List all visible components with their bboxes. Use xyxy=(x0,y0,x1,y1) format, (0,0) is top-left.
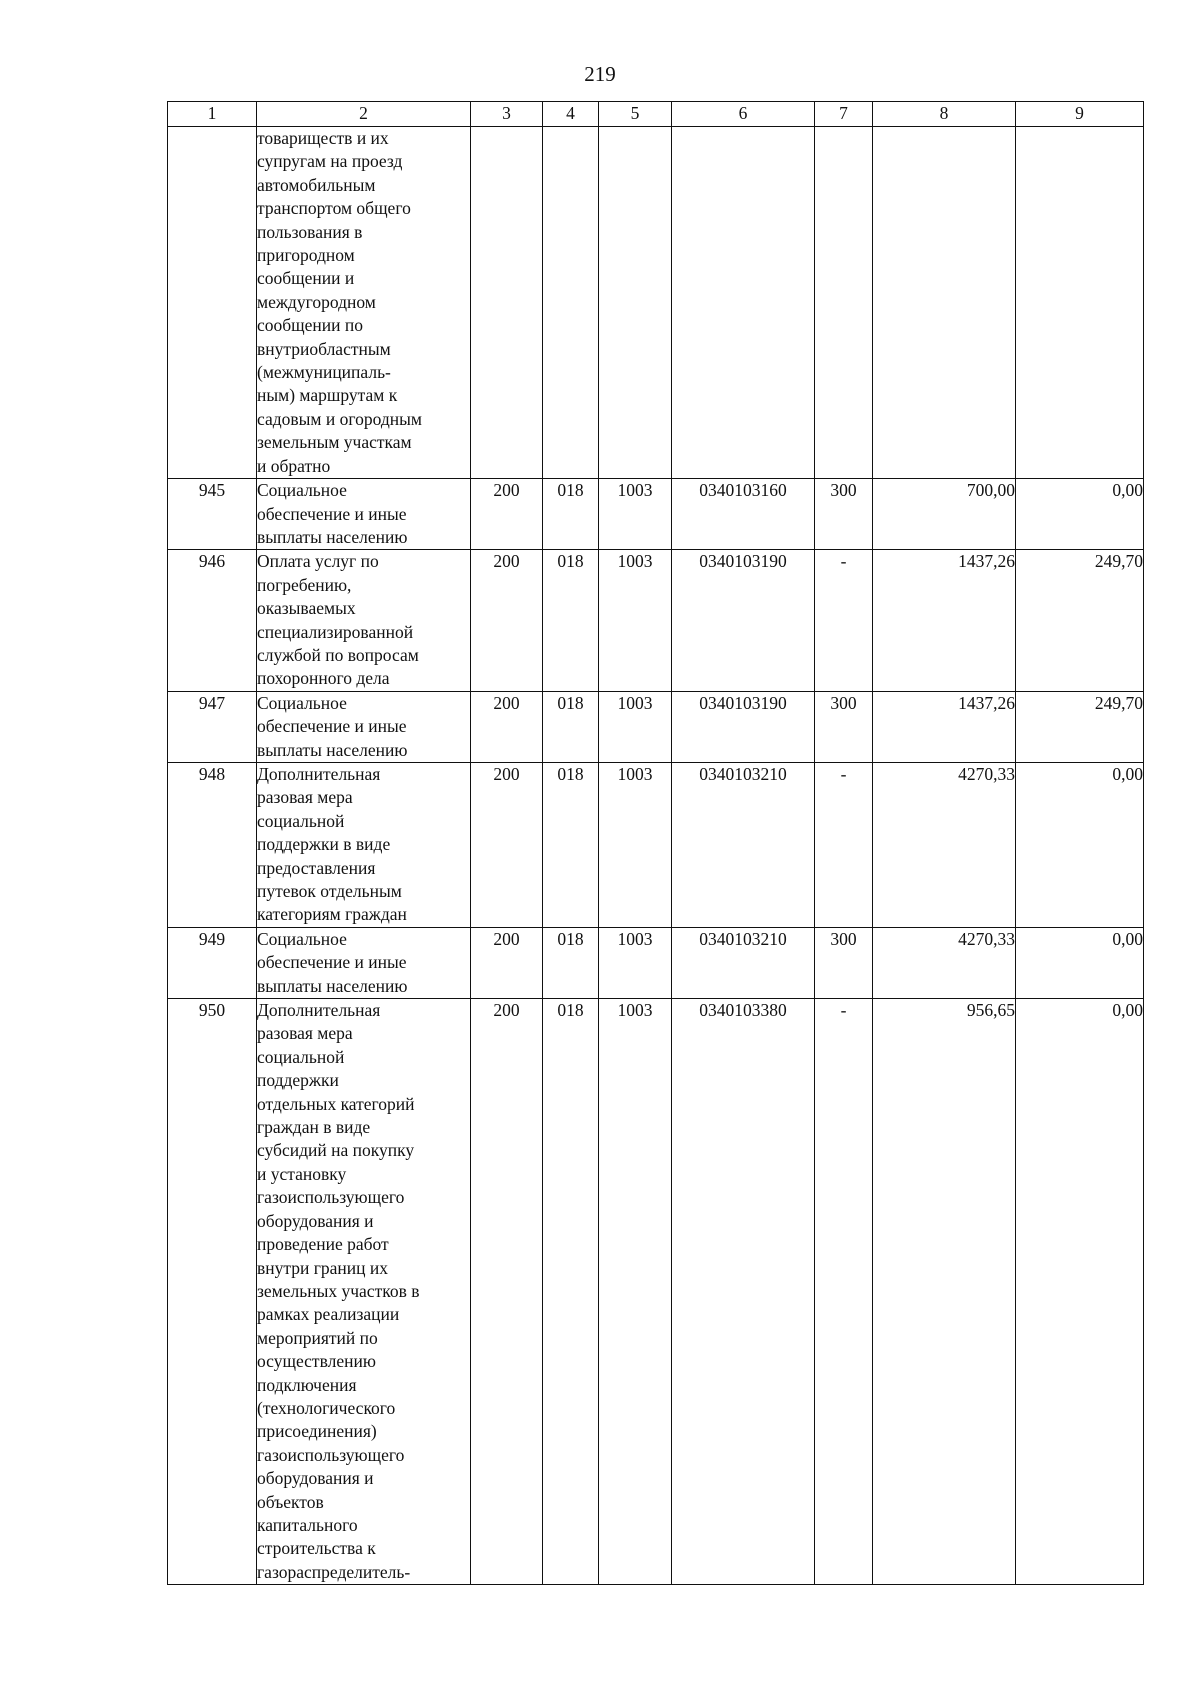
table-row xyxy=(168,927,1144,998)
row-col-3: 200 xyxy=(471,999,543,1585)
row-col-5: 1003 xyxy=(599,999,672,1585)
row-col-7: 300 xyxy=(815,479,873,550)
row-col-8: 1437,26 xyxy=(873,550,1016,691)
row-number xyxy=(168,127,257,479)
header-col-8: 8 xyxy=(873,102,1016,127)
row-col-4: 018 xyxy=(543,999,599,1585)
row-col-7: 300 xyxy=(815,691,873,762)
row-col-8: 4270,33 xyxy=(873,927,1016,998)
header-col-2: 2 xyxy=(257,102,471,127)
row-col-5: 1003 xyxy=(599,479,672,550)
row-col-6: 0340103210 xyxy=(672,927,815,998)
row-col-9: 0,00 xyxy=(1016,927,1144,998)
row-number: 945 xyxy=(168,479,257,550)
row-col-9: 0,00 xyxy=(1016,762,1144,927)
row-col-6: 0340103160 xyxy=(672,479,815,550)
table-row xyxy=(168,127,1144,479)
row-number: 948 xyxy=(168,762,257,927)
row-col-6: 0340103190 xyxy=(672,550,815,691)
table-row xyxy=(168,550,1144,691)
row-name: Социальное обеспечение и иные выплаты населению xyxy=(257,479,471,550)
row-col-8: 4270,33 xyxy=(873,762,1016,927)
table-row xyxy=(168,479,1144,550)
header-row xyxy=(168,102,1144,127)
row-col-5: 1003 xyxy=(599,927,672,998)
table-row xyxy=(168,999,1144,1585)
budget-table xyxy=(167,101,1144,1585)
row-col-4 xyxy=(543,127,599,479)
row-name: Дополнительная разовая мера социальной поддержки в виде предоставления путевок отдельным категориям граждан xyxy=(257,762,471,927)
row-col-6: 0340103380 xyxy=(672,999,815,1585)
header-col-5: 5 xyxy=(599,102,672,127)
header-col-3: 3 xyxy=(471,102,543,127)
row-name: товариществ и их супругам на проезд автомобильным транспортом общего пользования в пригородном сообщении и междугородном сообщении по внутриобластным (межмуниципаль- ным) маршрутам к садовым и огородным земельным участкам и обратно xyxy=(257,127,471,479)
row-number: 947 xyxy=(168,691,257,762)
page-number: 219 xyxy=(584,62,616,86)
header-col-9: 9 xyxy=(1016,102,1144,127)
row-col-5 xyxy=(599,127,672,479)
row-col-3 xyxy=(471,127,543,479)
row-col-8 xyxy=(873,127,1016,479)
row-col-5: 1003 xyxy=(599,691,672,762)
row-col-4: 018 xyxy=(543,762,599,927)
row-col-3: 200 xyxy=(471,691,543,762)
row-name: Дополнительная разовая мера социальной поддержки отдельных категорий граждан в виде субсидий на покупку и установку газоиспользующего оборудования и проведение работ внутри границ их земельных участков в рамках реализации мероприятий по осуществлению подключения (технологического присоединения) газоиспользующего оборудования и объектов капитального строительства к газораспределитель- xyxy=(257,999,471,1585)
row-col-7 xyxy=(815,127,873,479)
row-col-9: 249,70 xyxy=(1016,550,1144,691)
row-name: Социальное обеспечение и иные выплаты населению xyxy=(257,691,471,762)
row-col-8: 700,00 xyxy=(873,479,1016,550)
row-col-8: 956,65 xyxy=(873,999,1016,1585)
row-col-3: 200 xyxy=(471,927,543,998)
row-number: 946 xyxy=(168,550,257,691)
row-col-4: 018 xyxy=(543,479,599,550)
row-col-8: 1437,26 xyxy=(873,691,1016,762)
row-col-4: 018 xyxy=(543,927,599,998)
header-col-6: 6 xyxy=(672,102,815,127)
row-col-4: 018 xyxy=(543,550,599,691)
row-col-3: 200 xyxy=(471,762,543,927)
row-col-9: 0,00 xyxy=(1016,479,1144,550)
row-col-9: 249,70 xyxy=(1016,691,1144,762)
row-col-9 xyxy=(1016,127,1144,479)
header-col-7: 7 xyxy=(815,102,873,127)
row-col-6: 0340103210 xyxy=(672,762,815,927)
header-col-1: 1 xyxy=(168,102,257,127)
table-row xyxy=(168,762,1144,927)
row-col-6 xyxy=(672,127,815,479)
row-col-7: - xyxy=(815,999,873,1585)
header-col-4: 4 xyxy=(543,102,599,127)
row-col-9: 0,00 xyxy=(1016,999,1144,1585)
row-col-5: 1003 xyxy=(599,550,672,691)
row-col-5: 1003 xyxy=(599,762,672,927)
row-col-7: - xyxy=(815,550,873,691)
row-number: 950 xyxy=(168,999,257,1585)
row-name: Оплата услуг по погребению, оказываемых специализированной службой по вопросам похоронного дела xyxy=(257,550,471,691)
row-col-6: 0340103190 xyxy=(672,691,815,762)
row-number: 949 xyxy=(168,927,257,998)
row-col-3: 200 xyxy=(471,550,543,691)
row-col-7: - xyxy=(815,762,873,927)
row-col-7: 300 xyxy=(815,927,873,998)
row-col-3: 200 xyxy=(471,479,543,550)
row-col-4: 018 xyxy=(543,691,599,762)
row-name: Социальное обеспечение и иные выплаты населению xyxy=(257,927,471,998)
table-row xyxy=(168,691,1144,762)
